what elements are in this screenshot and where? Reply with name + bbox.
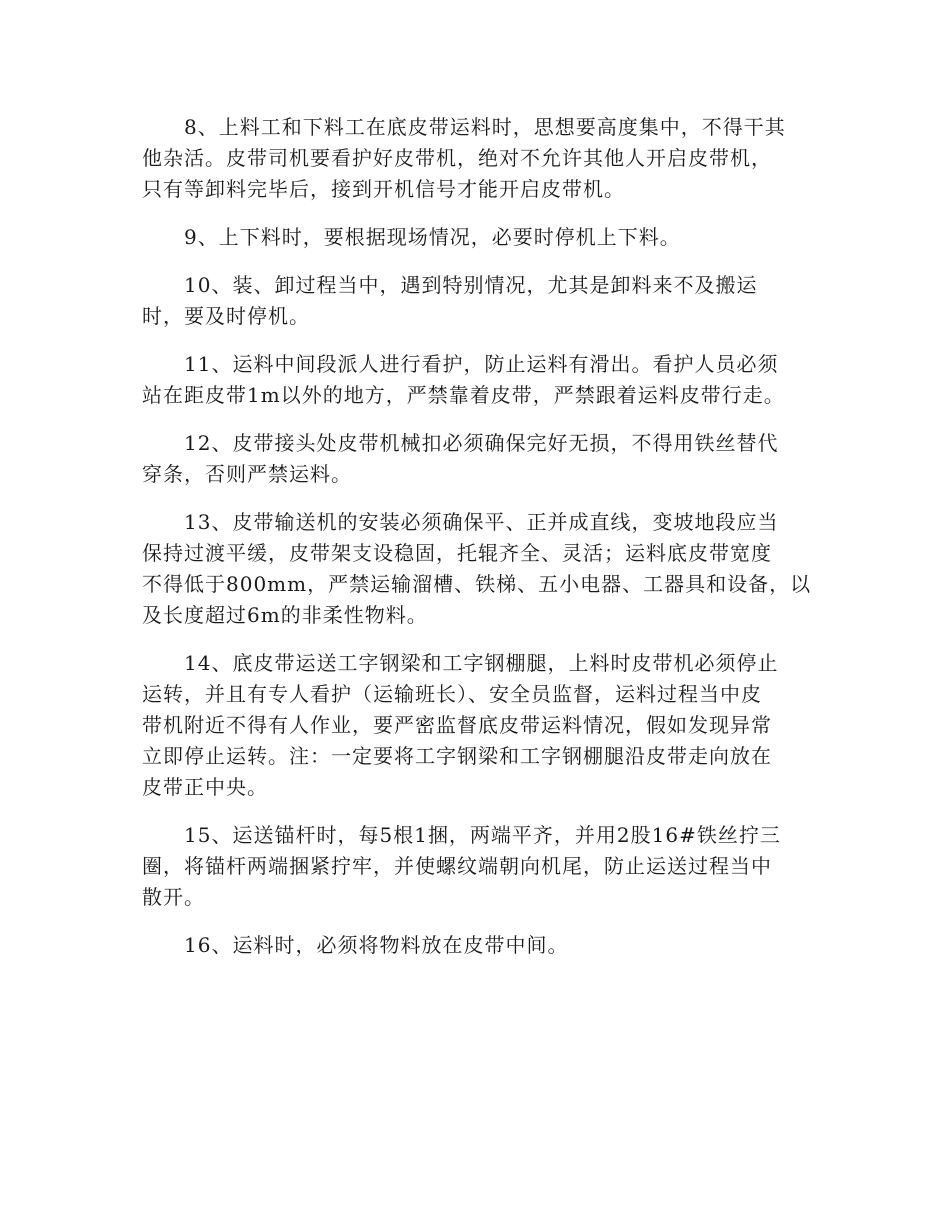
paragraph-line: 8、上料工和下料工在底皮带运料时，思想要高度集中，不得干其 [184,115,786,139]
paragraph-line: 14、底皮带运送工字钢梁和工字钢棚腿，上料时皮带机必须停止 [184,651,779,675]
paragraph-item-9 [142,222,810,253]
paragraph-line: 带机附近不得有人作业，要严密监督底皮带运料情况，假如发现异常 [142,713,772,737]
paragraph-item-10 [142,270,810,332]
paragraph-line: 12、皮带接头处皮带机械扣必须确保完好无损，不得用铁丝替代 [184,431,779,455]
paragraph-item-14 [142,648,810,803]
paragraph-line: 9、上下料时，要根据现场情况，必要时停机上下料。 [184,225,681,249]
paragraph-item-8 [142,112,810,205]
paragraph-item-15 [142,820,810,913]
paragraph-line: 保持过渡平缓，皮带架支设稳固，托辊齐全、灵活；运料底皮带宽度 [142,541,772,565]
document-body [142,112,810,978]
paragraph-line: 立即停止运转。注：一定要将工字钢梁和工字钢棚腿沿皮带走向放在 [142,744,772,768]
paragraph-item-12 [142,428,810,490]
paragraph-item-11 [142,349,810,411]
paragraph-line: 穿条，否则严禁运料。 [142,462,352,486]
paragraph-line: 11、运料中间段派人进行看护，防止运料有滑出。看护人员必须 [184,352,779,376]
paragraph-line: 站在距皮带1m以外的地方，严禁靠着皮带，严禁跟着运料皮带行走。 [142,383,785,407]
paragraph-line: 圈，将锚杆两端捆紧拧牢，并使螺纹端朝向机尾，防止运送过程当中 [142,854,772,878]
paragraph-line: 散开。 [142,885,205,909]
paragraph-line: 10、装、卸过程当中，遇到特别情况，尤其是卸料来不及搬运 [184,273,758,297]
paragraph-line: 只有等卸料完毕后，接到开机信号才能开启皮带机。 [142,177,625,201]
paragraph-line: 15、运送锚杆时，每5根1捆，两端平齐，并用2股16#铁丝拧三 [184,823,781,847]
paragraph-line: 不得低于800mm，严禁运输溜槽、铁梯、五小电器、工器具和设备，以 [142,572,812,596]
paragraph-line: 运转，并且有专人看护（运输班长）、安全员监督，运料过程当中皮 [142,682,762,706]
paragraph-line: 16、运料时，必须将物料放在皮带中间。 [184,933,569,957]
paragraph-line: 他杂活。皮带司机要看护好皮带机，绝对不允许其他人开启皮带机， [142,146,772,170]
paragraph-line: 及长度超过6m的非柔性物料。 [142,603,428,627]
paragraph-item-16 [142,930,810,961]
paragraph-line: 时，要及时停机。 [142,304,310,328]
paragraph-line: 皮带正中央。 [142,775,268,799]
paragraph-line: 13、皮带输送机的安装必须确保平、正并成直线，变坡地段应当 [184,510,779,534]
paragraph-item-13 [142,507,810,631]
